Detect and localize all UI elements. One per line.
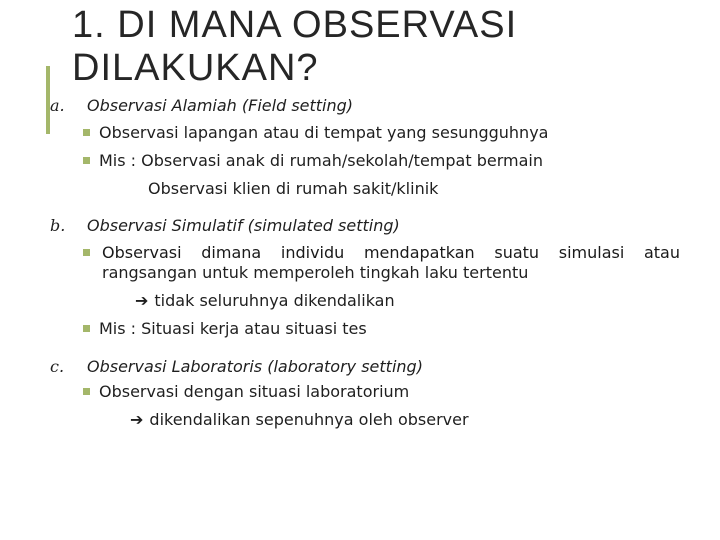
section-b-label: b. (50, 216, 66, 235)
arrow-note-text: tidak seluruhnya dikendalikan (154, 291, 395, 310)
slide-title (72, 4, 517, 90)
right-arrow-icon: ➔ (130, 410, 144, 429)
title-line-1: 1. DI MANA OBSERVASI (72, 4, 518, 46)
section-a-heading: Observasi Alamiah (Field setting) (87, 96, 354, 115)
section-a-label: a. (50, 96, 65, 115)
bullet-text: Observasi dengan situasi laboratorium (99, 382, 410, 401)
arrow-note (130, 410, 469, 430)
bullet-continuation: Observasi klien di rumah sakit/klinik (148, 179, 439, 198)
square-bullet-icon (83, 388, 90, 395)
right-arrow-icon: ➔ (135, 291, 149, 310)
square-bullet-icon (83, 249, 90, 256)
list-item (83, 123, 548, 143)
bullet-text: Observasi dimana individu mendapatkan suatu simulasi atau (102, 243, 680, 262)
arrow-note (135, 291, 395, 311)
square-bullet-icon (83, 157, 90, 164)
square-bullet-icon (83, 325, 90, 332)
section-c-label: c. (50, 357, 65, 376)
square-bullet-icon (83, 129, 90, 136)
list-item (83, 151, 543, 171)
arrow-note-text: dikendalikan sepenuhnya oleh observer (149, 410, 469, 429)
bullet-text: Mis : Situasi kerja atau situasi tes (99, 319, 367, 338)
list-item (83, 319, 367, 339)
bullet-text-continued: rangsangan untuk memperoleh tingkah laku tertentu (102, 263, 529, 282)
section-c-heading: Observasi Laboratoris (laboratory setting) (87, 357, 423, 376)
list-item (83, 382, 409, 402)
bullet-text: Observasi lapangan atau di tempat yang sesungguhnya (99, 123, 549, 142)
bullet-text: Mis : Observasi anak di rumah/sekolah/tempat bermain (99, 151, 543, 170)
title-line-2: DILAKUKAN? (72, 47, 319, 89)
section-b-heading: Observasi Simulatif (simulated setting) (87, 216, 400, 235)
